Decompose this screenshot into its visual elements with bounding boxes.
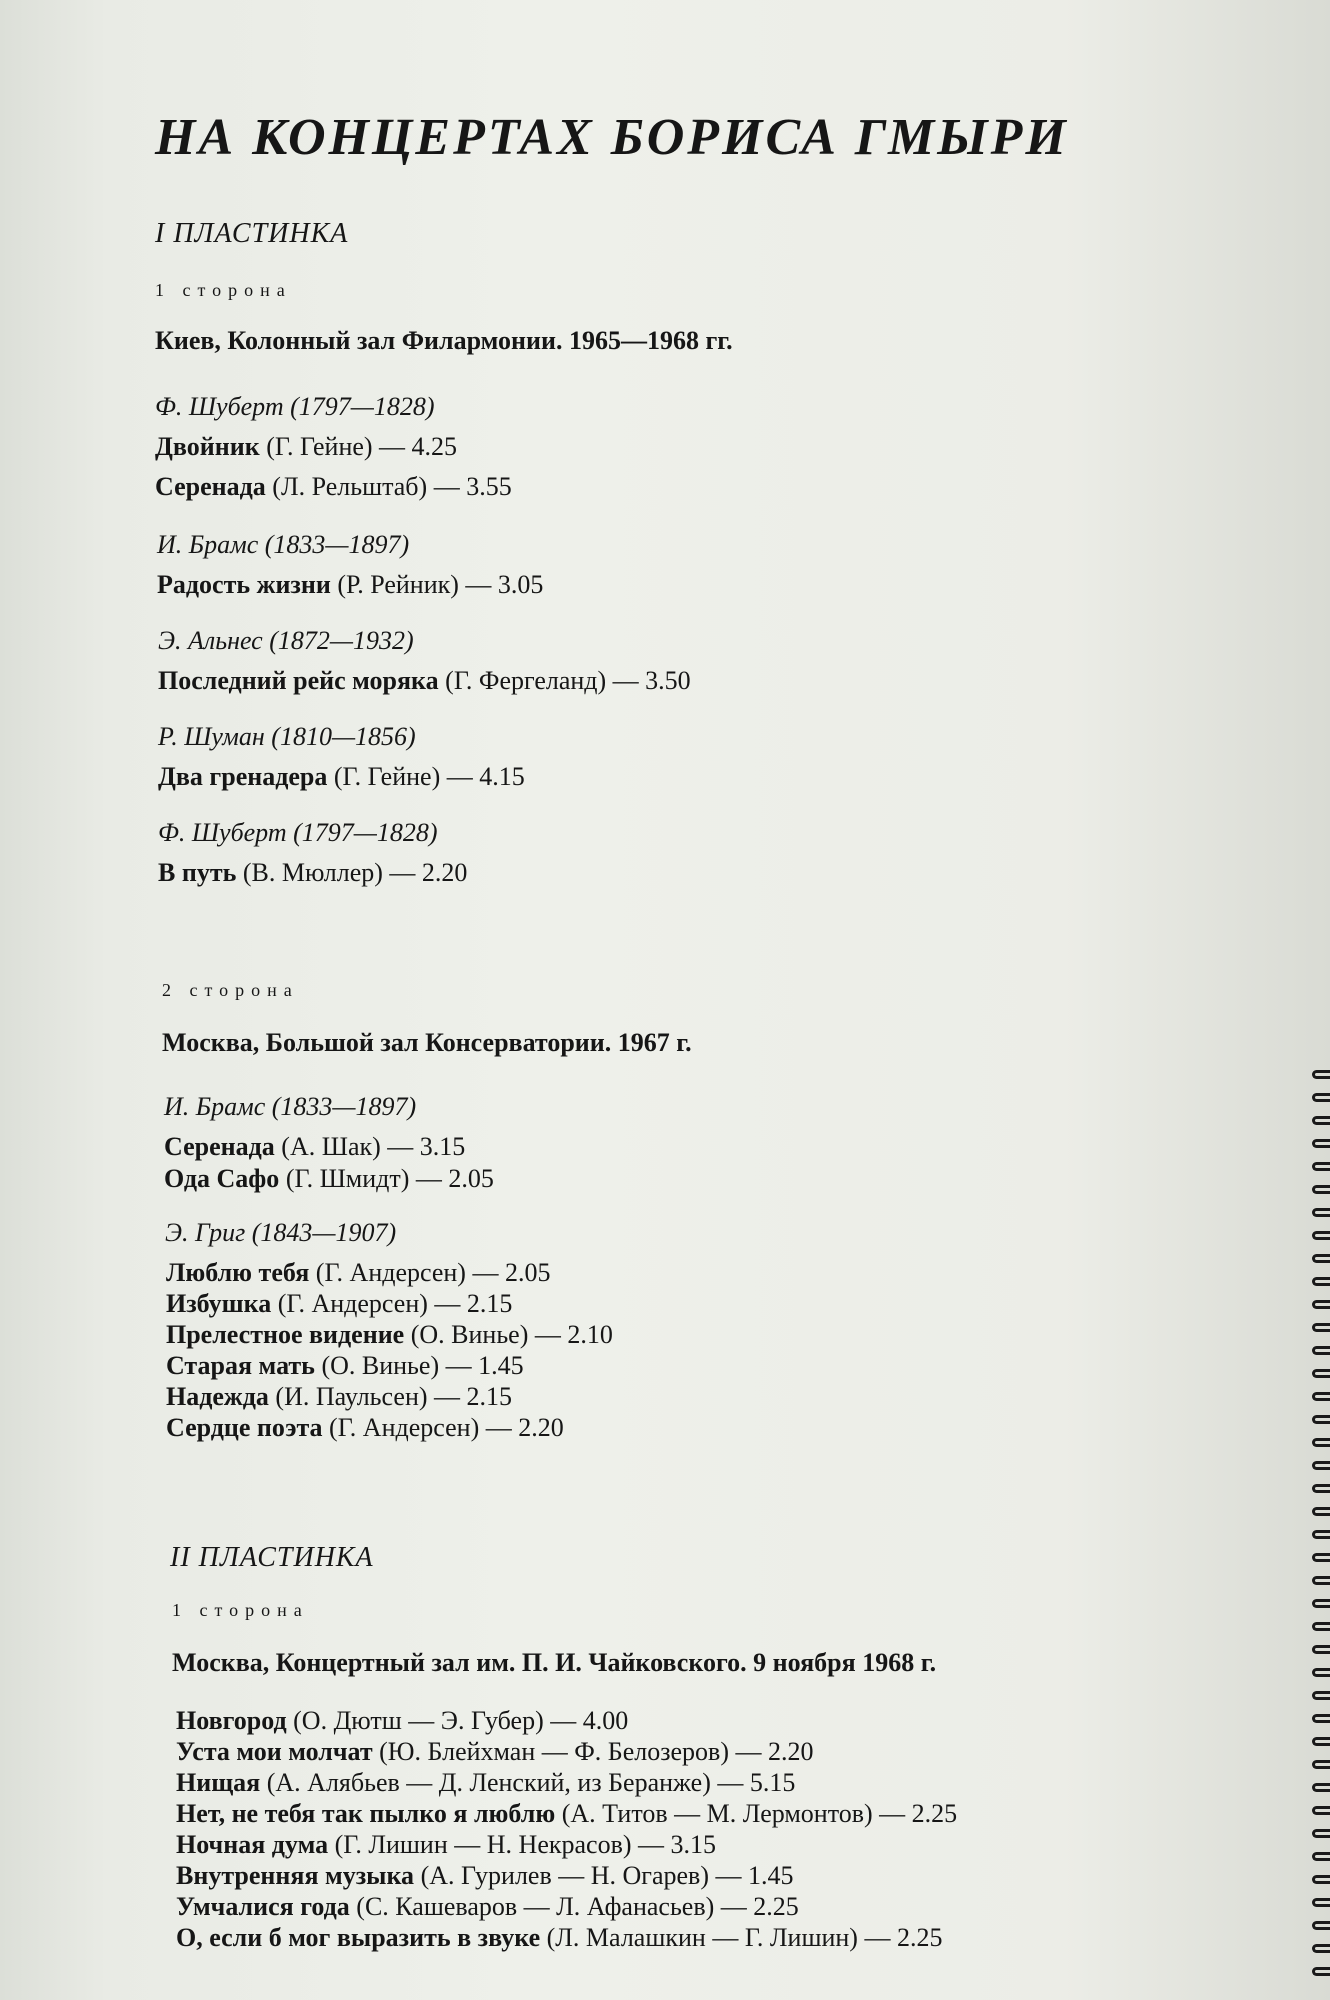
binding-ring	[1312, 1875, 1330, 1884]
binding-ring	[1312, 1829, 1330, 1838]
composer: Ф. Шуберт (1797—1828)	[158, 818, 438, 847]
track-details: (Ю. Блейхман — Ф. Белозеров) — 2.20	[372, 1737, 814, 1766]
binding-ring	[1312, 1300, 1330, 1309]
binding-ring	[1312, 1438, 1330, 1447]
track-details: (Л. Рельштаб) — 3.55	[265, 472, 512, 501]
binding-ring	[1312, 1668, 1330, 1677]
track-details: (Л. Малашкин — Г. Лишин) — 2.25	[540, 1923, 943, 1952]
track-row	[176, 1892, 799, 1922]
binding-ring	[1312, 1484, 1330, 1493]
binding-ring	[1312, 1139, 1330, 1148]
composer: И. Брамс (1833—1897)	[164, 1092, 417, 1121]
binding-ring	[1312, 1898, 1330, 1907]
track-details: (Г. Андерсен) — 2.20	[322, 1413, 564, 1442]
track-details: (Г. Андерсен) — 2.05	[309, 1258, 551, 1287]
binding-ring	[1312, 1921, 1330, 1930]
binding-ring	[1312, 1691, 1330, 1700]
track-details: (А. Шак) — 3.15	[274, 1132, 466, 1161]
binding-ring	[1312, 1714, 1330, 1723]
track-title: Нищая	[176, 1768, 261, 1797]
composer: Ф. Шуберт (1797—1828)	[155, 392, 435, 421]
binding-ring	[1312, 1967, 1330, 1976]
track-details: (Г. Гейне) — 4.15	[327, 762, 525, 791]
track-row	[166, 1382, 512, 1412]
binding-ring	[1312, 1277, 1330, 1286]
track-title: Уста мои молчат	[176, 1737, 373, 1766]
record-2-side-1-label: 1 сторона	[172, 1600, 309, 1620]
binding-ring	[1312, 1415, 1330, 1424]
record-1-side-1-label: 1 сторона	[155, 280, 292, 300]
record-2-side-1-venue: Москва, Концертный зал им. П. И. Чайковского. 9 ноября 1968 г.	[172, 1648, 937, 1677]
track-title: Радость жизни	[157, 570, 331, 599]
track-details: (А. Гурилев — Н. Огарев) — 1.45	[414, 1861, 794, 1890]
track-row	[155, 472, 512, 502]
binding-ring	[1312, 1208, 1330, 1217]
binding-ring	[1312, 1783, 1330, 1792]
track-details: (И. Паульсен) — 2.15	[268, 1382, 513, 1411]
track-title: О, если б мог выразить в звуке	[176, 1923, 541, 1952]
track-title: Серенада	[155, 472, 266, 501]
binding-ring	[1312, 1806, 1330, 1815]
binding-ring	[1312, 1507, 1330, 1516]
record-1-side-2-label: 2 сторона	[162, 980, 299, 1000]
track-title: Серенада	[164, 1132, 275, 1161]
track-title: Прелестное видение	[166, 1320, 405, 1349]
binding-ring	[1312, 1116, 1330, 1125]
binding-ring	[1312, 1530, 1330, 1539]
track-title: Надежда	[166, 1382, 269, 1411]
track-title: Сердце поэта	[166, 1413, 323, 1442]
track-row	[155, 432, 457, 462]
binding-ring	[1312, 1323, 1330, 1332]
binding-ring	[1312, 1760, 1330, 1769]
track-row	[176, 1923, 942, 1953]
binding-ring	[1312, 1369, 1330, 1378]
track-title: Люблю тебя	[166, 1258, 310, 1287]
track-details: (Г. Гейне) — 4.25	[259, 432, 458, 461]
record-1-side-1-venue: Киев, Колонный зал Филармонии. 1965—1968 гг.	[155, 326, 733, 355]
binding-ring	[1312, 1852, 1330, 1861]
binding-ring	[1312, 1185, 1330, 1194]
track-title: Внутренняя музыка	[176, 1861, 415, 1890]
composer: Э. Альнес (1872—1932)	[158, 626, 414, 655]
binding-ring	[1312, 1944, 1330, 1953]
binding-ring	[1312, 1461, 1330, 1470]
track-row	[164, 1132, 465, 1162]
track-details: (Г. Шмидт) — 2.05	[279, 1164, 494, 1193]
track-title: Избушка	[166, 1289, 272, 1318]
track-title: Последний рейс моряка	[158, 666, 439, 695]
composer: Р. Шуман (1810—1856)	[158, 722, 416, 751]
track-row	[176, 1861, 793, 1891]
track-row	[176, 1737, 813, 1767]
binding-ring	[1312, 1346, 1330, 1355]
track-details: (А. Титов — М. Лермонтов) — 2.25	[555, 1799, 958, 1828]
binding-ring	[1312, 1254, 1330, 1263]
track-title: В путь	[158, 858, 237, 887]
track-title: Двойник	[155, 432, 260, 461]
track-title: Два гренадера	[158, 762, 328, 791]
track-details: (Г. Фергеланд) — 3.50	[438, 666, 691, 695]
track-row	[166, 1351, 524, 1381]
track-details: (О. Винье) — 2.10	[404, 1320, 613, 1349]
track-details: (Г. Андерсен) — 2.15	[271, 1289, 513, 1318]
track-details: (Р. Рейник) — 3.05	[330, 570, 544, 599]
track-row	[176, 1799, 957, 1829]
track-title: Ночная дума	[176, 1830, 329, 1859]
track-title: Ода Сафо	[164, 1164, 280, 1193]
track-row	[158, 762, 525, 792]
binding-ring	[1312, 1553, 1330, 1562]
track-row	[157, 570, 543, 600]
track-row	[158, 666, 691, 696]
composer: И. Брамс (1833—1897)	[157, 530, 410, 559]
track-row	[176, 1768, 795, 1798]
record-2-label: II ПЛАСТИНКА	[170, 1542, 374, 1573]
track-details: (А. Алябьев — Д. Ленский, из Беранже) — 5.15	[260, 1768, 796, 1797]
track-row	[166, 1413, 564, 1443]
track-row	[158, 858, 467, 888]
binding-ring	[1312, 1070, 1330, 1079]
binding-ring	[1312, 1576, 1330, 1585]
composer: Э. Григ (1843—1907)	[165, 1218, 397, 1247]
track-details: (О. Дютш — Э. Губер) — 4.00	[286, 1706, 629, 1735]
track-details: (С. Кашеваров — Л. Афанасьев) — 2.25	[349, 1892, 799, 1921]
spiral-binding	[1302, 1060, 1330, 2000]
track-row	[166, 1258, 550, 1288]
binding-ring	[1312, 1231, 1330, 1240]
track-title: Новгород	[176, 1706, 287, 1735]
binding-ring	[1312, 1645, 1330, 1654]
binding-ring	[1312, 1622, 1330, 1631]
track-details: (О. Винье) — 1.45	[314, 1351, 524, 1380]
track-details: (В. Мюллер) — 2.20	[236, 858, 468, 887]
record-1-side-2-venue: Москва, Большой зал Консерватории. 1967 г.	[162, 1028, 692, 1057]
record-1-label: I ПЛАСТИНКА	[155, 218, 349, 249]
track-row	[176, 1706, 628, 1736]
track-title: Нет, не тебя так пылко я люблю	[176, 1799, 556, 1828]
track-row	[166, 1320, 613, 1350]
binding-ring	[1312, 1162, 1330, 1171]
binding-ring	[1312, 1392, 1330, 1401]
track-title: Умчалися года	[176, 1892, 350, 1921]
track-row	[164, 1164, 494, 1194]
binding-ring	[1312, 1737, 1330, 1746]
binding-ring	[1312, 1599, 1330, 1608]
track-row	[176, 1830, 716, 1860]
track-row	[166, 1289, 512, 1319]
binding-ring	[1312, 1093, 1330, 1102]
track-details: (Г. Лишин — Н. Некрасов) — 3.15	[328, 1830, 717, 1859]
page-title: НА КОНЦЕРТАХ БОРИСА ГМЫРИ	[155, 109, 1069, 166]
track-title: Старая мать	[166, 1351, 315, 1380]
